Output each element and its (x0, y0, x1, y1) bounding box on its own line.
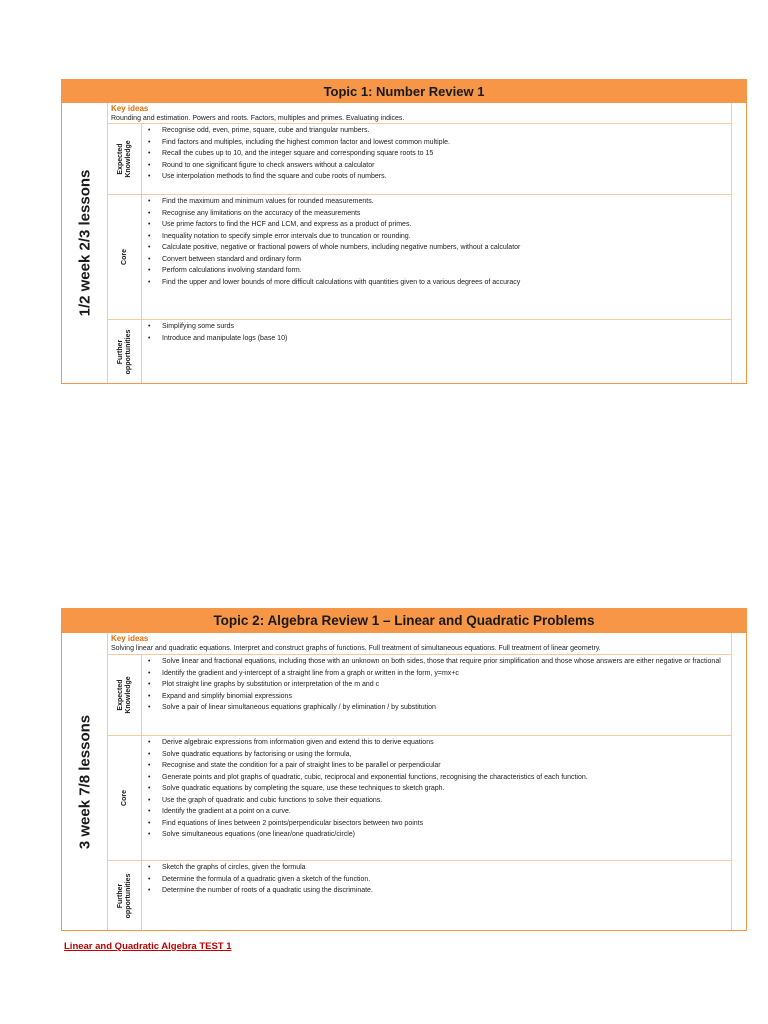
list-item: • Calculate positive, negative or fractional powers of whole numbers, including negative numbers, without a calculator (162, 242, 727, 254)
row-label (108, 655, 142, 735)
row-label-text: Further opportunities (116, 873, 132, 918)
core-list (142, 736, 731, 860)
topic-body (62, 103, 746, 383)
expected-knowledge-row (108, 655, 732, 736)
list-item: • Identify the gradient at a point on a curve. (162, 806, 727, 818)
further-opportunities-row (108, 320, 732, 383)
list-item: • Find the upper and lower bounds of more difficult calculations with quantities given to a various degrees of accuracy (162, 277, 727, 289)
list-item: • Solve quadratic equations by factorising or using the formula, (162, 749, 727, 761)
topic-content (108, 103, 746, 383)
further-list (142, 861, 731, 930)
further-opportunities-row (108, 861, 732, 930)
list-item: • Perform calculations involving standard form. (162, 265, 727, 277)
list-item: • Find factors and multiples, including the highest common factor and lowest common multiple. (162, 137, 727, 149)
list-item: • Expand and simplify binomial expressions (162, 691, 727, 703)
row-label-text: Further opportunities (116, 329, 132, 374)
core-row (108, 736, 732, 861)
row-label-text: Core (120, 790, 128, 806)
list-item: • Find equations of lines between 2 points/perpendicular bisectors between two points (162, 818, 727, 830)
key-ideas-heading: Key ideas (111, 634, 149, 643)
key-ideas-text: Rounding and estimation. Powers and roots. Factors, multiples and primes. Evaluating indices. (111, 115, 405, 122)
duration-label (62, 103, 108, 383)
list-item: • Recognise and state the condition for a pair of straight lines to be parallel or perpendicular (162, 760, 727, 772)
key-ideas-heading: Key ideas (111, 104, 149, 113)
list-item: • Plot straight line graphs by substitution or interpretation of the m and c (162, 679, 727, 691)
list-item: • Find the maximum and minimum values for rounded measurements. (162, 196, 727, 208)
list-item: • Solve simultaneous equations (one linear/one quadratic/circle) (162, 829, 727, 841)
list-item: • Recall the cubes up to 10, and the integer square and corresponding square roots to 15 (162, 148, 727, 160)
list-item: • Inequality notation to specify simple error intervals due to truncation or rounding. (162, 231, 727, 243)
list-item: • Introduce and manipulate logs (base 10) (162, 333, 727, 345)
row-label (108, 195, 142, 319)
duration-text: 1/2 week 2/3 lessons (76, 169, 93, 317)
core-row (108, 195, 732, 320)
duration-text: 3 week 7/8 lessons (76, 714, 93, 849)
row-label (108, 320, 142, 383)
topic-2-table (61, 608, 747, 931)
row-label-text: Expected Knowledge (116, 676, 132, 714)
row-label-text: Core (120, 249, 128, 265)
expected-knowledge-row (108, 124, 732, 195)
row-label (108, 861, 142, 930)
list-item: • Simplifying some surds (162, 321, 727, 333)
topic-content (108, 633, 746, 930)
duration-label (62, 633, 108, 930)
list-item: • Recognise any limitations on the accuracy of the measurements (162, 208, 727, 220)
test-link[interactable]: Linear and Quadratic Algebra TEST 1 (64, 941, 232, 952)
list-item: • Determine the formula of a quadratic given a sketch of the function. (162, 874, 727, 886)
list-item: • Identify the gradient and y-intercept of a straight line from a graph or written in the form, y=mx+c (162, 668, 727, 680)
row-label-text: Expected Knowledge (116, 140, 132, 178)
list-item: • Solve a pair of linear simultaneous equations graphically / by elimination / by substitution (162, 702, 727, 714)
row-label (108, 124, 142, 194)
core-list (142, 195, 731, 319)
list-item: • Solve quadratic equations by completing the square, use these techniques to sketch graph. (162, 783, 727, 795)
key-ideas (108, 633, 732, 655)
topic-body (62, 633, 746, 930)
key-ideas-text: Solving linear and quadratic equations. Interpret and construct graphs of functions. Full treatment of simultaneous equations. Full treatment of linear geometry. (111, 645, 601, 652)
topic-title: Topic 1: Number Review 1 (62, 80, 746, 103)
list-item: • Sketch the graphs of circles, given the formula (162, 862, 727, 874)
list-item: • Use the graph of quadratic and cubic functions to solve their equations. (162, 795, 727, 807)
list-item: • Use prime factors to find the HCF and LCM, and express as a product of primes. (162, 219, 727, 231)
key-ideas (108, 103, 732, 124)
list-item: • Recognise odd, even, prime, square, cube and triangular numbers. (162, 125, 727, 137)
expected-list (142, 655, 731, 735)
list-item: • Use interpolation methods to find the square and cube roots of numbers. (162, 171, 727, 183)
list-item: • Round to one significant figure to check answers without a calculator (162, 160, 727, 172)
list-item: • Convert between standard and ordinary form (162, 254, 727, 266)
topic-title: Topic 2: Algebra Review 1 – Linear and Quadratic Problems (62, 609, 746, 633)
list-item: • Derive algebraic expressions from information given and extend this to derive equations (162, 737, 727, 749)
topic-1-table (61, 79, 747, 384)
list-item: • Determine the number of roots of a quadratic using the discriminate. (162, 885, 727, 897)
expected-list (142, 124, 731, 194)
further-list (142, 320, 731, 383)
list-item: • Generate points and plot graphs of quadratic, cubic, reciprocal and exponential functions, recognising the characteristics of each function. (162, 772, 727, 784)
list-item: • Solve linear and fractional equations, including those with an unknown on both sides, those that require prior simplification and those whose answers are either negative or fractional (162, 656, 727, 668)
row-label (108, 736, 142, 860)
